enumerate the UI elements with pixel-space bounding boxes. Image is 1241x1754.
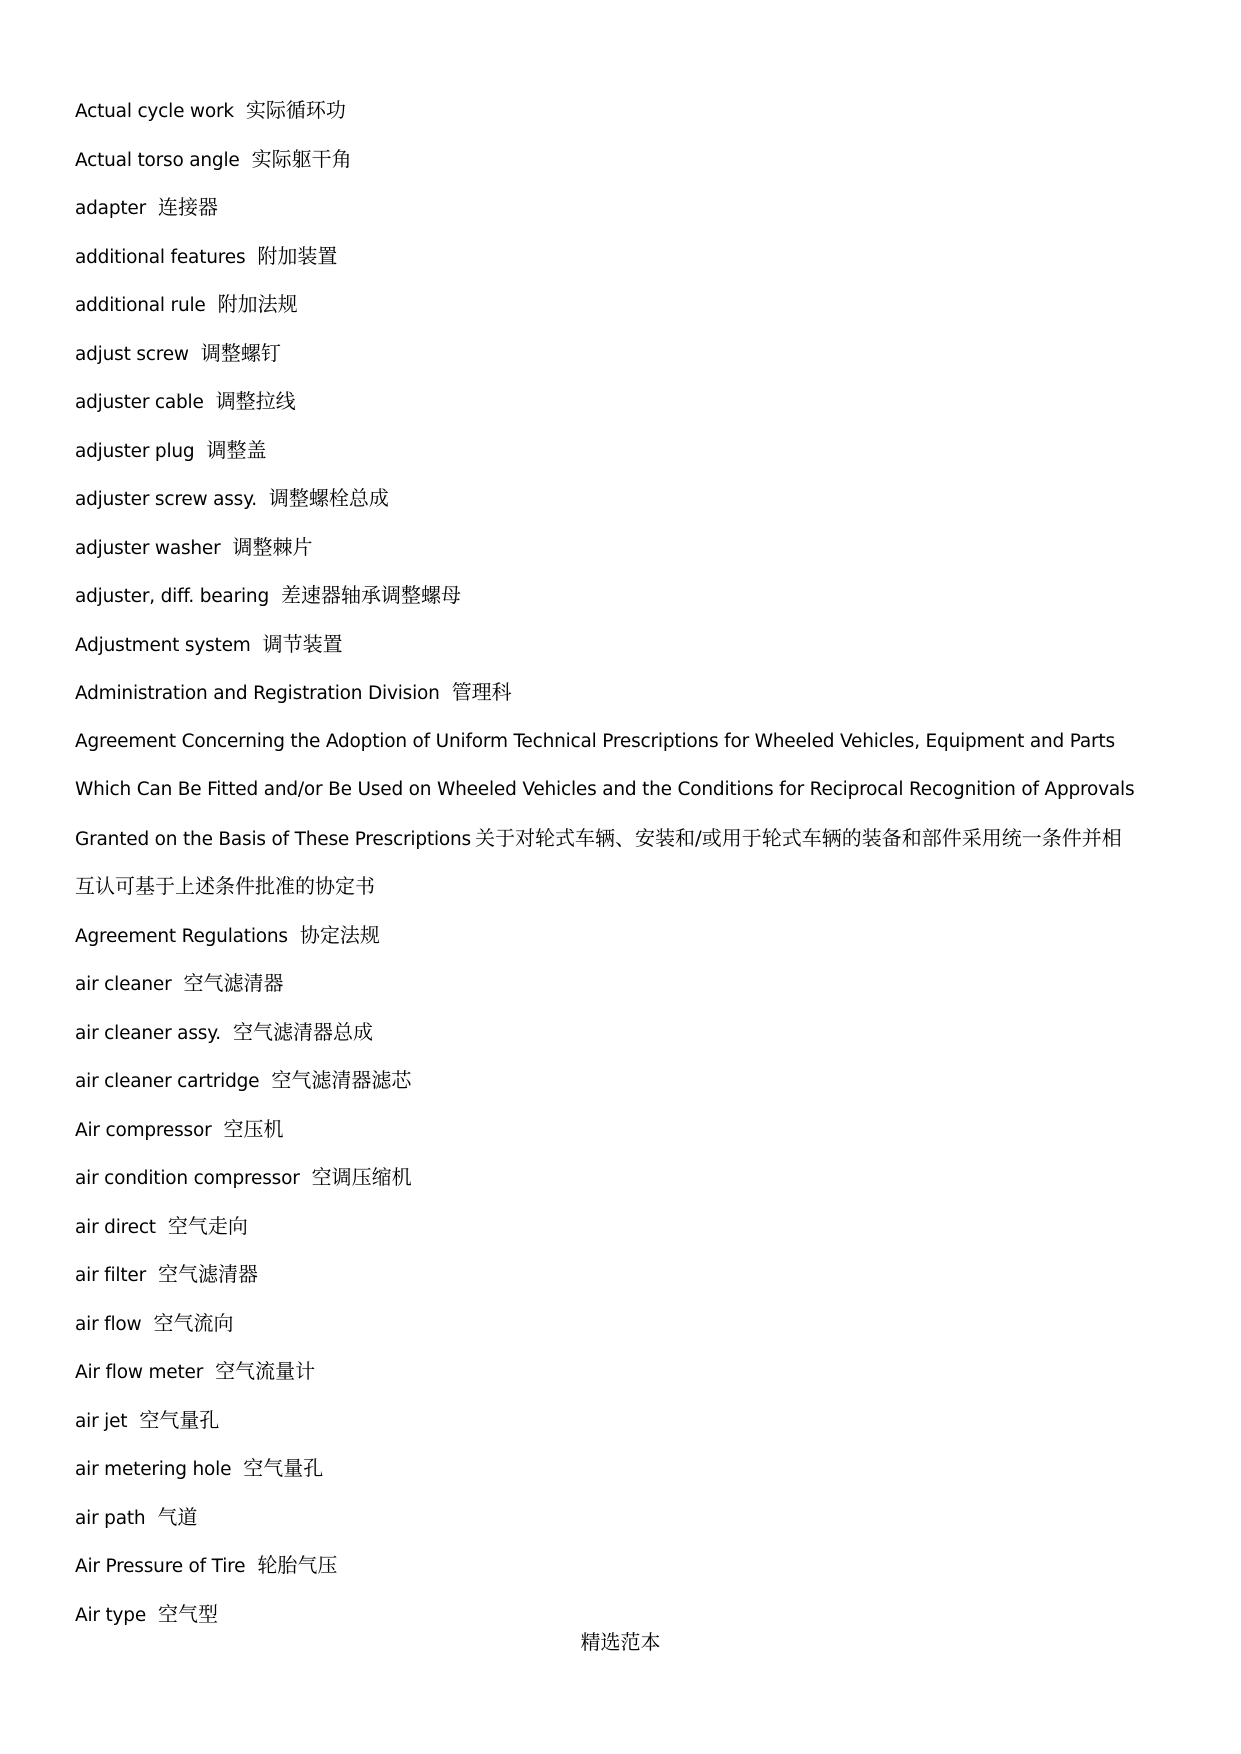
term-zh: 实际躯干角: [251, 146, 352, 171]
glossary-entry: [75, 241, 1185, 290]
term-zh: 协定法规: [299, 922, 380, 947]
term-en: additional rule: [75, 295, 206, 316]
term-en: air condition compressor: [75, 1168, 300, 1189]
term-zh: 调整棘片: [232, 534, 313, 559]
term-en: air path: [75, 1507, 146, 1529]
term-en: Actual cycle work: [75, 101, 234, 122]
term-en: adapter: [75, 198, 147, 219]
term-en: air jet: [75, 1410, 128, 1432]
glossary-entry: [75, 968, 1185, 1017]
term-zh: 空气流量计: [215, 1359, 316, 1383]
term-zh: 气道: [157, 1504, 198, 1529]
glossary-entry: [75, 1356, 1185, 1405]
glossary-entry: [75, 580, 1185, 629]
agreement-line-4: [75, 871, 1185, 920]
term-zh: 实际循环功: [245, 98, 346, 122]
term-zh: 空气型: [158, 1601, 219, 1626]
term-en: air metering hole: [75, 1459, 232, 1480]
term-zh: 管理科: [451, 680, 512, 704]
glossary-entry: [75, 95, 1185, 144]
agreement-line-3: [75, 823, 1185, 872]
term-en: Air flow meter: [75, 1362, 204, 1383]
agreement-line-1: [75, 726, 1185, 775]
glossary-entry: [75, 629, 1185, 678]
glossary-entry: [75, 920, 1185, 969]
term-zh: 空气流向: [153, 1310, 234, 1335]
term-en: adjuster plug: [75, 440, 195, 462]
term-zh: 附加法规: [217, 292, 298, 316]
term-en: air flow: [75, 1313, 142, 1335]
page-footer: 精选范本: [580, 1630, 661, 1654]
glossary-entry: [75, 1065, 1185, 1114]
term-zh: 空调压缩机: [311, 1165, 412, 1189]
term-zh: 空气滤清器: [158, 1262, 258, 1286]
term-zh: 空气量孔: [139, 1407, 220, 1432]
glossary-entry: [75, 677, 1185, 726]
glossary-entry: [75, 1162, 1185, 1211]
term-zh: 空气走向: [167, 1213, 248, 1238]
term-zh: 互认可基于上述条件批准的协定书: [75, 874, 375, 898]
glossary-list: [75, 95, 1185, 1647]
term-en: air direct: [75, 1216, 156, 1238]
term-en: Agreement Concerning the Adoption of Uniform Technical Prescriptions for Wheeled Vehicles, Equipment and Parts: [75, 730, 1115, 752]
term-en: adjuster screw assy.: [75, 489, 257, 510]
term-en: Air type: [75, 1604, 147, 1626]
term-en: Air compressor: [75, 1119, 212, 1141]
term-zh: 连接器: [158, 195, 219, 219]
glossary-entry: [75, 1308, 1185, 1357]
term-zh: 调整螺栓总成: [268, 486, 389, 510]
glossary-entry: [75, 1259, 1185, 1308]
glossary-entry: [75, 1405, 1185, 1454]
term-en: adjust screw: [75, 343, 189, 365]
term-zh: 空气滤清器滤芯: [271, 1068, 412, 1092]
glossary-entry: [75, 435, 1185, 484]
term-en: Granted on the Basis of These Prescriptions: [75, 828, 471, 850]
glossary-entry: [75, 532, 1185, 581]
term-zh: 调节装置: [262, 631, 343, 656]
term-en: Air Pressure of Tire: [75, 1556, 246, 1577]
term-zh: 空气滤清器: [183, 971, 284, 995]
term-zh: 调整螺钉: [200, 340, 281, 365]
term-en: adjuster, diff. bearing: [75, 586, 269, 607]
term-en: adjuster cable: [75, 392, 204, 413]
term-zh: 差速器轴承调整螺母: [281, 583, 461, 607]
term-zh: 调整拉线: [215, 389, 296, 413]
term-zh: 空压机: [223, 1116, 284, 1141]
glossary-entry: [75, 144, 1185, 193]
term-en: Actual torso angle: [75, 149, 240, 171]
glossary-entry: [75, 386, 1185, 435]
glossary-entry: [75, 192, 1185, 241]
glossary-entry: [75, 289, 1185, 338]
term-en: Agreement Regulations: [75, 925, 288, 947]
glossary-entry: [75, 483, 1185, 532]
term-zh: 关于对轮式车辆、安装和/或用于轮式车辆的装备和部件采用统一条件并相: [474, 825, 1122, 850]
term-en: air cleaner assy.: [75, 1022, 221, 1044]
glossary-entry: [75, 1453, 1185, 1502]
term-en: air cleaner cartridge: [75, 1071, 260, 1092]
term-en: Adjustment system: [75, 634, 251, 656]
term-en: air cleaner: [75, 974, 172, 995]
term-en: air filter: [75, 1265, 146, 1286]
term-en: adjuster washer: [75, 537, 221, 559]
term-zh: 空气量孔: [243, 1456, 324, 1480]
term-en: Which Can Be Fitted and/or Be Used on Wheeled Vehicles and the Conditions for Reciprocal Recognition of Approvals: [75, 779, 1135, 800]
glossary-entry: [75, 1211, 1185, 1260]
term-zh: 附加装置: [257, 243, 338, 268]
glossary-entry: [75, 1502, 1185, 1551]
glossary-entry: [75, 1550, 1185, 1599]
agreement-line-2: [75, 774, 1185, 823]
term-zh: 空气滤清器总成: [233, 1019, 373, 1044]
glossary-entry: [75, 1017, 1185, 1066]
glossary-entry: [75, 338, 1185, 387]
term-zh: 轮胎气压: [257, 1553, 338, 1577]
term-en: additional features: [75, 246, 246, 268]
term-zh: 调整盖: [206, 437, 267, 462]
term-en: Administration and Registration Division: [75, 683, 440, 704]
glossary-entry: [75, 1114, 1185, 1163]
